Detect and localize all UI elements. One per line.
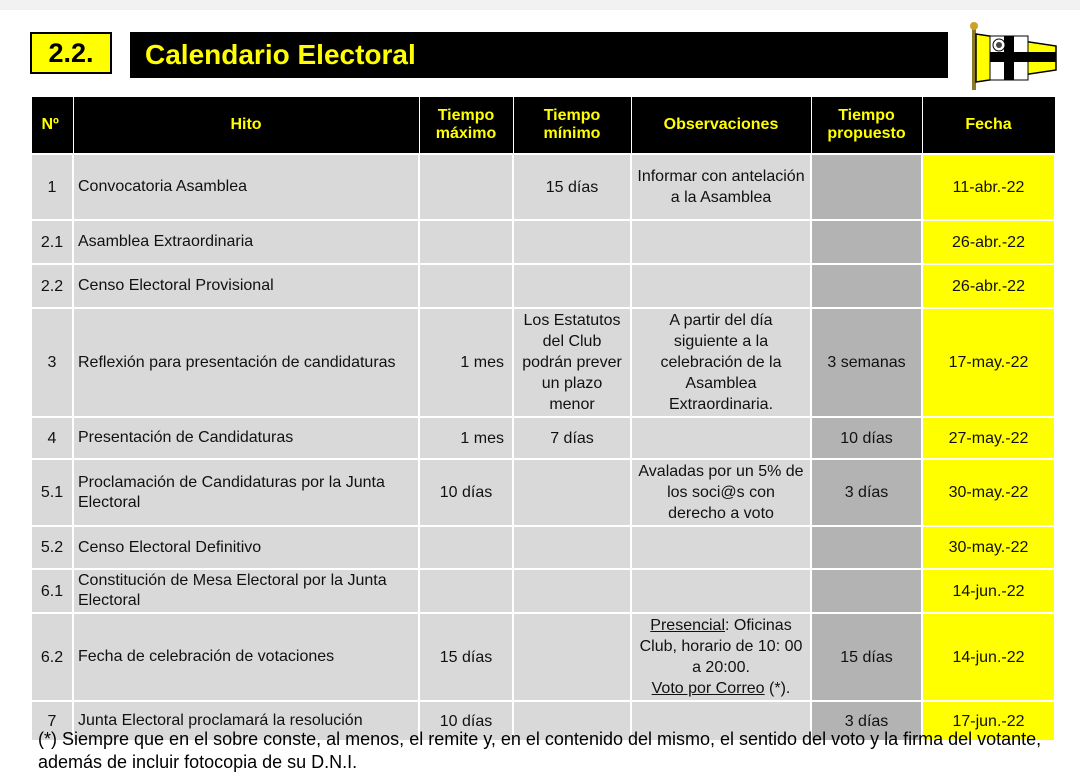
row-number: 2.2	[31, 264, 73, 308]
row-hito: Reflexión para presentación de candidaturas	[73, 308, 419, 417]
col-header-number: Nº	[31, 97, 73, 155]
row-hito: Presentación de Candidaturas	[73, 417, 419, 459]
row-observations	[631, 220, 811, 264]
row-max-time: 15 días	[419, 613, 513, 701]
row-observations: Avaladas por un 5% de los soci@s con derecho a voto	[631, 459, 811, 526]
row-hito: Asamblea Extraordinaria	[73, 220, 419, 264]
row-max-time: 1 mes	[419, 417, 513, 459]
row-min-time	[513, 220, 631, 264]
row-min-time	[513, 264, 631, 308]
row-observations	[631, 613, 811, 701]
row-number: 7	[31, 701, 73, 741]
table-header-row	[31, 97, 1055, 155]
row-max-time	[419, 526, 513, 569]
row-min-time	[513, 526, 631, 569]
table-row	[31, 613, 1055, 701]
row-observations: A partir del día siguiente a la celebración de la Asamblea Extraordinaria.	[631, 308, 811, 417]
row-proposed-time	[811, 220, 922, 264]
section-title: Calendario Electoral	[130, 32, 948, 78]
row-number: 5.1	[31, 459, 73, 526]
top-strip	[0, 0, 1080, 10]
row-number: 5.2	[31, 526, 73, 569]
row-date: 27-may.-22	[922, 417, 1055, 459]
row-date: 17-may.-22	[922, 308, 1055, 417]
table-row	[31, 220, 1055, 264]
row-date: 26-abr.-22	[922, 264, 1055, 308]
row-proposed-time: 15 días	[811, 613, 922, 701]
row-hito: Censo Electoral Provisional	[73, 264, 419, 308]
table-row	[31, 459, 1055, 526]
row-date: 14-jun.-22	[922, 569, 1055, 613]
row-min-time	[513, 569, 631, 613]
row-min-time	[513, 459, 631, 526]
row-max-time	[419, 264, 513, 308]
row-proposed-time	[811, 569, 922, 613]
row-date: 17-jun.-22	[922, 701, 1055, 741]
table-row	[31, 154, 1055, 220]
obs-correo-text: (*).	[764, 680, 791, 697]
row-proposed-time: 3 días	[811, 701, 922, 741]
row-observations	[631, 569, 811, 613]
row-hito: Proclamación de Candidaturas por la Junta Electoral	[73, 459, 419, 526]
row-number: 6.1	[31, 569, 73, 613]
row-hito: Fecha de celebración de votaciones	[73, 613, 419, 701]
footnote: (*) Siempre que en el sobre conste, al menos, el remite y, en el contenido del mismo, el sentido del voto y la firma del votante, además de incluir fotocopia de su D.N.I.	[38, 729, 1042, 772]
obs-presencial-text: : Oficinas Club, horario de 10: 00 a 20:00.	[639, 617, 803, 676]
row-proposed-time: 3 semanas	[811, 308, 922, 417]
row-number: 2.1	[31, 220, 73, 264]
col-header-max-time: Tiempo máximo	[419, 97, 513, 155]
row-hito: Convocatoria Asamblea	[73, 154, 419, 220]
row-max-time: 10 días	[419, 459, 513, 526]
table-row	[31, 526, 1055, 569]
row-max-time	[419, 220, 513, 264]
row-proposed-time: 3 días	[811, 459, 922, 526]
col-header-observations: Observaciones	[631, 97, 811, 155]
row-proposed-time	[811, 526, 922, 569]
col-header-date: Fecha	[922, 97, 1055, 155]
row-proposed-time	[811, 154, 922, 220]
row-min-time: Los Estatutos del Club podrán prever un plazo menor	[513, 308, 631, 417]
row-max-time: 10 días	[419, 701, 513, 741]
col-header-proposed-time: Tiempo propuesto	[811, 97, 922, 155]
obs-correo-label: Voto por Correo	[651, 680, 765, 697]
table-row	[31, 264, 1055, 308]
row-number: 3	[31, 308, 73, 417]
row-observations: Informar con antelación a la Asamblea	[631, 154, 811, 220]
club-pennant-flag-icon	[960, 20, 1060, 92]
electoral-calendar-table	[30, 96, 1056, 742]
row-max-time: 1 mes	[419, 308, 513, 417]
row-max-time	[419, 569, 513, 613]
row-proposed-time	[811, 264, 922, 308]
row-date: 14-jun.-22	[922, 613, 1055, 701]
obs-presencial-label: Presencial	[650, 617, 725, 634]
table-row	[31, 308, 1055, 417]
row-observations	[631, 417, 811, 459]
row-hito: Junta Electoral proclamará la resolución	[73, 701, 419, 741]
row-date: 26-abr.-22	[922, 220, 1055, 264]
row-date: 11-abr.-22	[922, 154, 1055, 220]
row-number: 4	[31, 417, 73, 459]
row-number: 1	[31, 154, 73, 220]
row-date: 30-may.-22	[922, 526, 1055, 569]
row-proposed-time: 10 días	[811, 417, 922, 459]
row-hito: Constitución de Mesa Electoral por la Junta Electoral	[73, 569, 419, 613]
row-observations	[631, 264, 811, 308]
section-number: 2.2.	[30, 32, 112, 74]
row-min-time: 15 días	[513, 154, 631, 220]
row-number: 6.2	[31, 613, 73, 701]
row-observations	[631, 526, 811, 569]
row-hito: Censo Electoral Definitivo	[73, 526, 419, 569]
table-row	[31, 417, 1055, 459]
row-min-time: 7 días	[513, 417, 631, 459]
row-min-time	[513, 613, 631, 701]
col-header-min-time: Tiempo mínimo	[513, 97, 631, 155]
col-header-hito: Hito	[73, 97, 419, 155]
row-date: 30-may.-22	[922, 459, 1055, 526]
row-max-time	[419, 154, 513, 220]
table-row	[31, 569, 1055, 613]
